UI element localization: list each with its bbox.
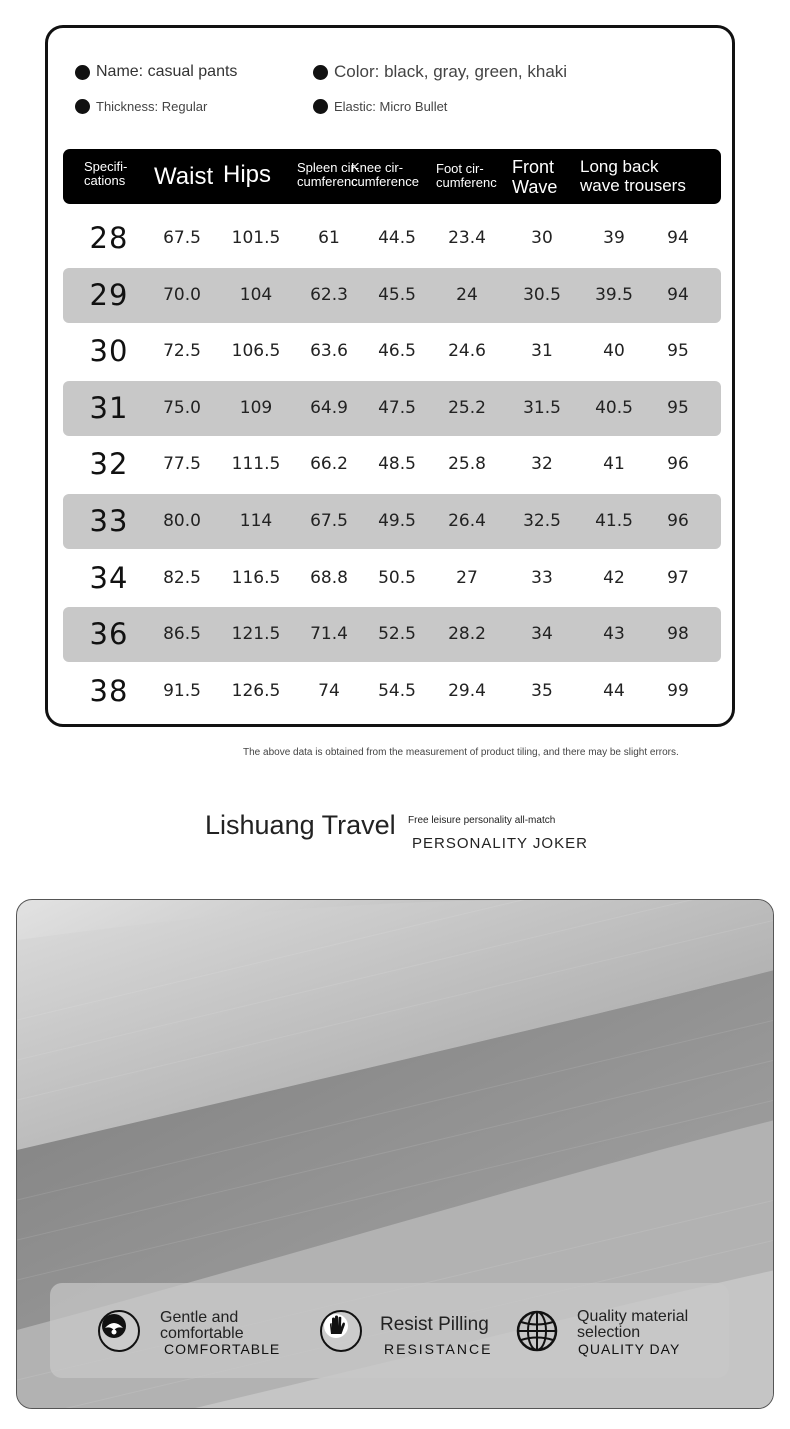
cell-foot: 25.8 xyxy=(448,454,486,474)
cell-hips: 101.5 xyxy=(231,228,281,248)
brand-subtitle: PERSONALITY JOKER xyxy=(412,835,588,852)
table-header xyxy=(63,149,721,204)
cell-back-wave: 41.5 xyxy=(595,511,633,531)
table-row xyxy=(63,494,721,549)
cell-back-wave: 40.5 xyxy=(595,398,633,418)
table-row xyxy=(63,211,721,266)
cell-hips: 121.5 xyxy=(231,624,281,644)
cell-length: 94 xyxy=(667,285,689,305)
cell-length: 99 xyxy=(667,681,689,701)
hand-icon xyxy=(320,1310,362,1352)
cell-size: 31 xyxy=(89,391,129,425)
measurement-note: The above data is obtained from the measurement of product tiling, and there may be slight errors. xyxy=(243,747,679,758)
cell-length: 97 xyxy=(667,568,689,588)
cell-waist: 82.5 xyxy=(163,568,201,588)
cell-knee: 46.5 xyxy=(378,341,416,361)
cell-size: 33 xyxy=(89,504,129,538)
spec-thickness: Thickness: Regular xyxy=(75,99,207,114)
brand-tagline: Free leisure personality all-match xyxy=(408,815,556,826)
cell-waist: 75.0 xyxy=(163,398,201,418)
cell-back-wave: 43 xyxy=(603,624,625,644)
cell-knee: 49.5 xyxy=(378,511,416,531)
cell-front-wave: 30 xyxy=(531,228,553,248)
table-row xyxy=(63,437,721,492)
cell-front-wave: 31.5 xyxy=(523,398,561,418)
cell-length: 94 xyxy=(667,228,689,248)
cell-foot: 23.4 xyxy=(448,228,486,248)
table-row xyxy=(63,551,721,606)
cell-foot: 26.4 xyxy=(448,511,486,531)
header-back-wave: Long back wave trousers xyxy=(580,157,686,195)
cell-size: 29 xyxy=(89,278,129,312)
cell-hips: 111.5 xyxy=(231,454,281,474)
cell-waist: 91.5 xyxy=(163,681,201,701)
cell-length: 98 xyxy=(667,624,689,644)
cell-spleen: 61 xyxy=(318,228,340,248)
header-specifications: Specifi- cations xyxy=(84,159,128,189)
cell-size: 34 xyxy=(89,561,129,595)
cell-back-wave: 39.5 xyxy=(595,285,633,305)
cell-length: 95 xyxy=(667,398,689,418)
feature-1-subtitle: COMFORTABLE xyxy=(164,1341,281,1357)
cell-length: 96 xyxy=(667,511,689,531)
cell-front-wave: 33 xyxy=(531,568,553,588)
cell-spleen: 62.3 xyxy=(310,285,348,305)
cell-front-wave: 31 xyxy=(531,341,553,361)
cell-front-wave: 32 xyxy=(531,454,553,474)
bullet-icon xyxy=(75,65,90,80)
cell-spleen: 63.6 xyxy=(310,341,348,361)
cell-knee: 54.5 xyxy=(378,681,416,701)
cell-length: 95 xyxy=(667,341,689,361)
cell-knee: 47.5 xyxy=(378,398,416,418)
brand-name: Lishuang Travel xyxy=(205,810,396,840)
feature-1-title: Gentle and comfortable xyxy=(160,1309,244,1342)
cell-waist: 72.5 xyxy=(163,341,201,361)
cell-foot: 24 xyxy=(456,285,478,305)
feature-bar xyxy=(50,1283,729,1378)
fabric-photo xyxy=(16,899,774,1409)
cell-size: 38 xyxy=(89,674,129,708)
cell-hips: 114 xyxy=(239,511,273,531)
header-hips: Hips xyxy=(223,161,272,188)
feature-3-subtitle: QUALITY DAY xyxy=(578,1341,681,1357)
table-row xyxy=(63,324,721,379)
cell-back-wave: 40 xyxy=(603,341,625,361)
spec-elastic: Elastic: Micro Bullet xyxy=(313,99,447,114)
header-front-wave: Front Wave xyxy=(512,157,558,197)
cell-size: 28 xyxy=(89,221,129,255)
cell-spleen: 67.5 xyxy=(310,511,348,531)
cell-hips: 109 xyxy=(239,398,273,418)
cell-front-wave: 32.5 xyxy=(523,511,561,531)
cell-hips: 106.5 xyxy=(231,341,281,361)
cell-waist: 86.5 xyxy=(163,624,201,644)
cell-front-wave: 35 xyxy=(531,681,553,701)
cell-waist: 77.5 xyxy=(163,454,201,474)
cell-hips: 126.5 xyxy=(231,681,281,701)
table-row xyxy=(63,607,721,662)
spec-name: Name: casual pants xyxy=(75,63,237,81)
cell-front-wave: 34 xyxy=(531,624,553,644)
bullet-icon xyxy=(313,65,328,80)
cell-length: 96 xyxy=(667,454,689,474)
cell-spleen: 66.2 xyxy=(310,454,348,474)
bullet-icon xyxy=(313,99,328,114)
cell-size: 32 xyxy=(89,447,129,481)
header-foot: Foot cir- cumferenc xyxy=(436,161,497,191)
cell-foot: 25.2 xyxy=(448,398,486,418)
table-row xyxy=(63,381,721,436)
cell-back-wave: 39 xyxy=(603,228,625,248)
comfort-icon xyxy=(98,1310,140,1352)
spec-color: Color: black, gray, green, khaki xyxy=(313,62,567,82)
cell-back-wave: 42 xyxy=(603,568,625,588)
cell-waist: 80.0 xyxy=(163,511,201,531)
globe-icon xyxy=(516,1310,558,1352)
feature-2-title: Resist Pilling xyxy=(380,1314,489,1335)
cell-size: 30 xyxy=(89,334,129,368)
feature-3-title: Quality material selection xyxy=(577,1308,689,1341)
header-waist: Waist xyxy=(154,163,214,190)
header-knee: Knee cir- cumference xyxy=(351,160,419,190)
table-row xyxy=(63,664,721,719)
cell-size: 36 xyxy=(89,617,129,651)
cell-knee: 45.5 xyxy=(378,285,416,305)
bullet-icon xyxy=(75,99,90,114)
cell-foot: 24.6 xyxy=(448,341,486,361)
cell-knee: 50.5 xyxy=(378,568,416,588)
cell-knee: 44.5 xyxy=(378,228,416,248)
header-spleen: Spleen cir- cumferenc xyxy=(297,160,360,190)
cell-spleen: 68.8 xyxy=(310,568,348,588)
cell-back-wave: 41 xyxy=(603,454,625,474)
cell-knee: 48.5 xyxy=(378,454,416,474)
cell-waist: 67.5 xyxy=(163,228,201,248)
cell-back-wave: 44 xyxy=(603,681,625,701)
table-row xyxy=(63,268,721,323)
cell-foot: 27 xyxy=(456,568,478,588)
cell-spleen: 71.4 xyxy=(310,624,348,644)
feature-2-subtitle: RESISTANCE xyxy=(384,1341,493,1357)
cell-hips: 104 xyxy=(239,285,273,305)
cell-spleen: 74 xyxy=(318,681,340,701)
cell-foot: 28.2 xyxy=(448,624,486,644)
cell-foot: 29.4 xyxy=(448,681,486,701)
cell-waist: 70.0 xyxy=(163,285,201,305)
cell-spleen: 64.9 xyxy=(310,398,348,418)
cell-knee: 52.5 xyxy=(378,624,416,644)
cell-hips: 116.5 xyxy=(231,568,281,588)
cell-front-wave: 30.5 xyxy=(523,285,561,305)
